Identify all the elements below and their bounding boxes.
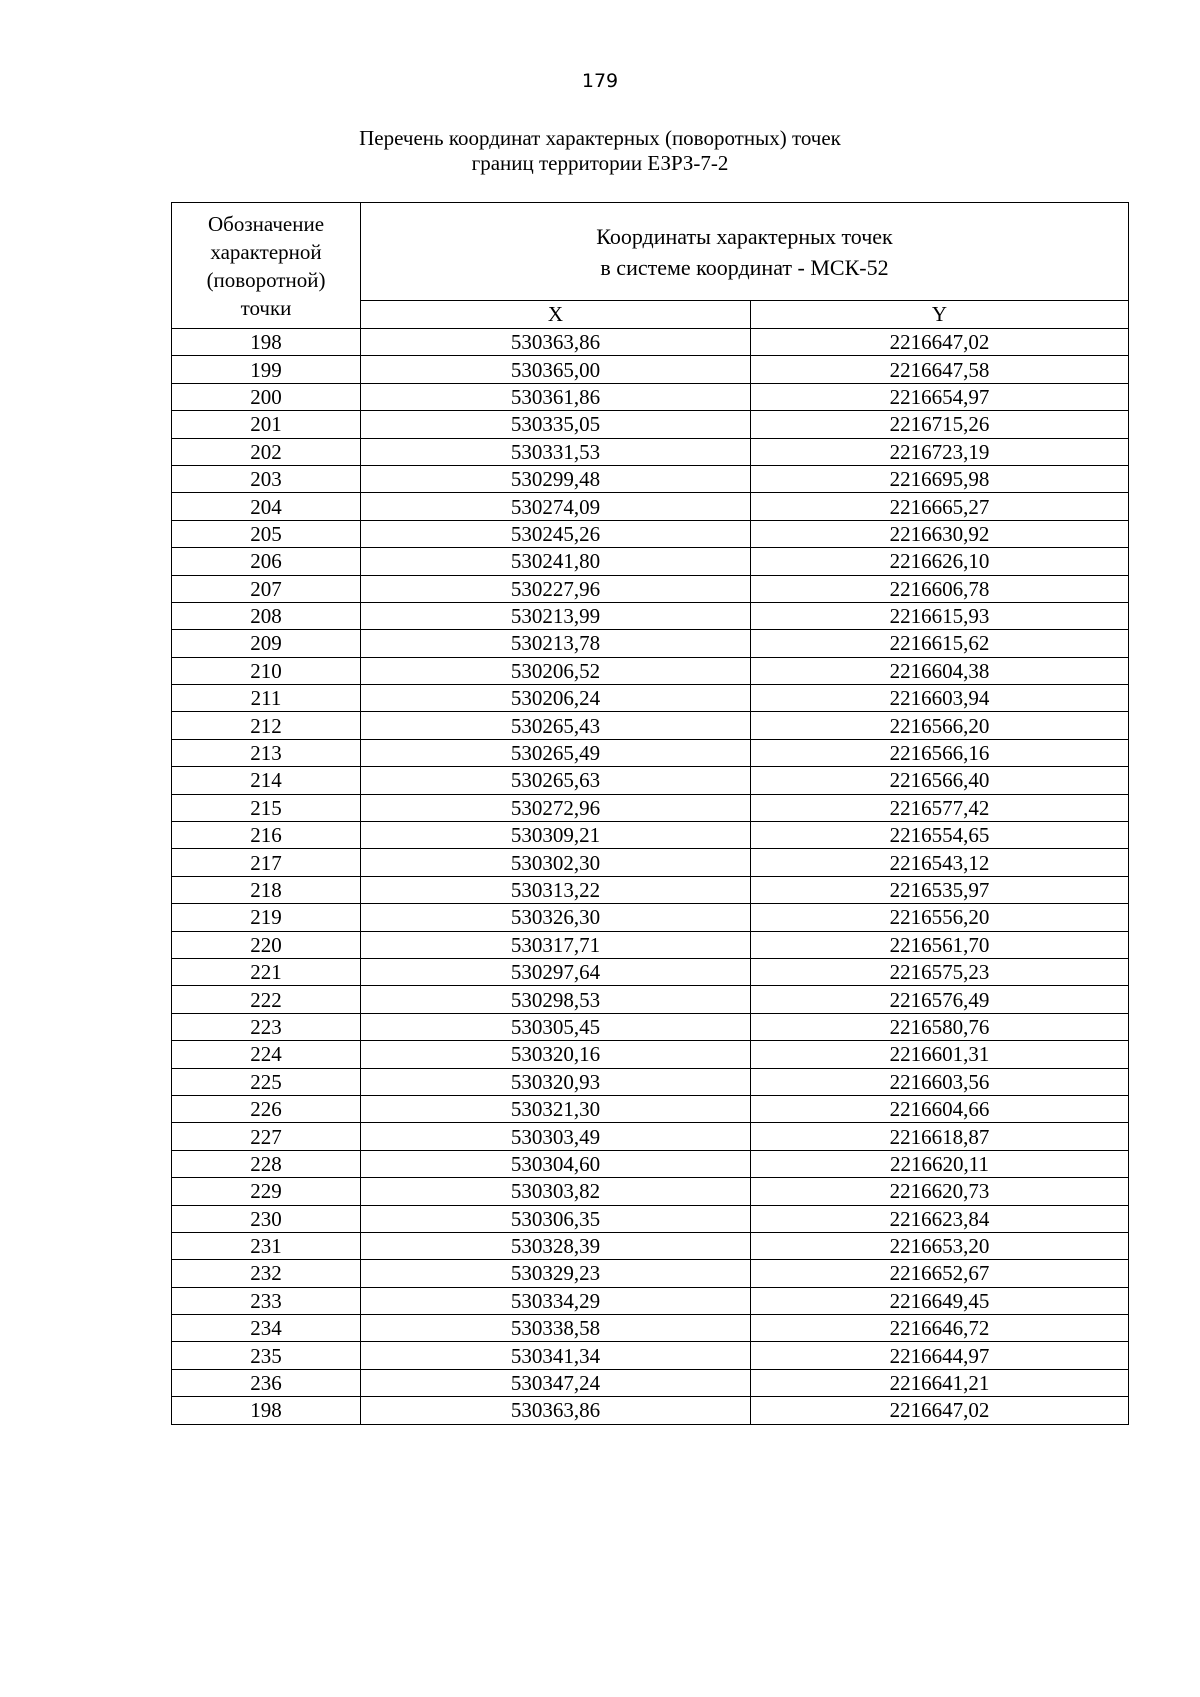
point-cell: 200: [172, 383, 361, 410]
table-row: [172, 986, 1129, 1013]
x-cell: 530309,21: [361, 822, 751, 849]
table-row: [172, 849, 1129, 876]
header-x: X: [361, 301, 751, 329]
y-cell: 2216535,97: [751, 876, 1129, 903]
y-cell: 2216630,92: [751, 520, 1129, 547]
table-row: [172, 822, 1129, 849]
document-title: [0, 126, 1200, 176]
point-cell: 213: [172, 739, 361, 766]
point-cell: 202: [172, 438, 361, 465]
point-cell: 226: [172, 1095, 361, 1122]
x-cell: 530317,71: [361, 931, 751, 958]
point-cell: 228: [172, 1150, 361, 1177]
y-cell: 2216603,94: [751, 685, 1129, 712]
table-row: [172, 1041, 1129, 1068]
y-cell: 2216626,10: [751, 548, 1129, 575]
table-row: [172, 1178, 1129, 1205]
y-cell: 2216554,65: [751, 822, 1129, 849]
table-row: [172, 1315, 1129, 1342]
point-cell: 203: [172, 465, 361, 492]
y-cell: 2216601,31: [751, 1041, 1129, 1068]
x-cell: 530320,93: [361, 1068, 751, 1095]
table-row: [172, 1342, 1129, 1369]
point-cell: 221: [172, 958, 361, 985]
table-row: [172, 767, 1129, 794]
table-row: [172, 712, 1129, 739]
title-line-2: границ территории ЕЗРЗ-7-2: [471, 151, 729, 175]
point-cell: 206: [172, 548, 361, 575]
x-cell: 530328,39: [361, 1232, 751, 1259]
point-cell: 207: [172, 575, 361, 602]
y-cell: 2216615,62: [751, 630, 1129, 657]
x-cell: 530245,26: [361, 520, 751, 547]
x-cell: 530338,58: [361, 1315, 751, 1342]
table-row: [172, 1205, 1129, 1232]
x-cell: 530313,22: [361, 876, 751, 903]
x-cell: 530213,78: [361, 630, 751, 657]
table-row: [172, 1232, 1129, 1259]
table-row: [172, 1287, 1129, 1314]
table-header: [172, 203, 1129, 329]
point-cell: 218: [172, 876, 361, 903]
y-cell: 2216652,67: [751, 1260, 1129, 1287]
point-cell: 212: [172, 712, 361, 739]
y-cell: 2216695,98: [751, 465, 1129, 492]
y-cell: 2216620,11: [751, 1150, 1129, 1177]
table-body: [172, 329, 1129, 1425]
y-cell: 2216566,20: [751, 712, 1129, 739]
x-cell: 530347,24: [361, 1369, 751, 1396]
table-row: [172, 931, 1129, 958]
x-cell: 530306,35: [361, 1205, 751, 1232]
x-cell: 530321,30: [361, 1095, 751, 1122]
header-coords-line-2: в системе координат - МСК-52: [600, 254, 889, 280]
table-row: [172, 1095, 1129, 1122]
y-cell: 2216620,73: [751, 1178, 1129, 1205]
point-cell: 216: [172, 822, 361, 849]
x-cell: 530363,86: [361, 329, 751, 356]
y-cell: 2216577,42: [751, 794, 1129, 821]
table-row: [172, 1123, 1129, 1150]
x-cell: 530335,05: [361, 411, 751, 438]
point-cell: 209: [172, 630, 361, 657]
table-row: [172, 1397, 1129, 1424]
x-cell: 530298,53: [361, 986, 751, 1013]
point-cell: 224: [172, 1041, 361, 1068]
y-cell: 2216556,20: [751, 904, 1129, 931]
y-cell: 2216615,93: [751, 602, 1129, 629]
header-point-line-2: характерной: [210, 239, 322, 264]
y-cell: 2216603,56: [751, 1068, 1129, 1095]
table-row: [172, 602, 1129, 629]
y-cell: 2216543,12: [751, 849, 1129, 876]
x-cell: 530265,63: [361, 767, 751, 794]
x-cell: 530297,64: [361, 958, 751, 985]
x-cell: 530265,43: [361, 712, 751, 739]
x-cell: 530302,30: [361, 849, 751, 876]
x-cell: 530326,30: [361, 904, 751, 931]
y-cell: 2216604,66: [751, 1095, 1129, 1122]
table-row: [172, 383, 1129, 410]
table-row: [172, 575, 1129, 602]
table-row: [172, 1150, 1129, 1177]
x-cell: 530304,60: [361, 1150, 751, 1177]
x-cell: 530206,24: [361, 685, 751, 712]
point-cell: 231: [172, 1232, 361, 1259]
y-cell: 2216646,72: [751, 1315, 1129, 1342]
x-cell: 530361,86: [361, 383, 751, 410]
table-row: [172, 685, 1129, 712]
point-cell: 230: [172, 1205, 361, 1232]
y-cell: 2216561,70: [751, 931, 1129, 958]
y-cell: 2216649,45: [751, 1287, 1129, 1314]
table-row: [172, 465, 1129, 492]
x-cell: 530334,29: [361, 1287, 751, 1314]
x-cell: 530213,99: [361, 602, 751, 629]
table-row: [172, 1068, 1129, 1095]
header-point-designation: [172, 203, 361, 329]
point-cell: 208: [172, 602, 361, 629]
y-cell: 2216566,40: [751, 767, 1129, 794]
point-cell: 229: [172, 1178, 361, 1205]
point-cell: 235: [172, 1342, 361, 1369]
y-cell: 2216576,49: [751, 986, 1129, 1013]
table-row: [172, 1013, 1129, 1040]
y-cell: 2216606,78: [751, 575, 1129, 602]
point-cell: 198: [172, 329, 361, 356]
y-cell: 2216580,76: [751, 1013, 1129, 1040]
y-cell: 2216665,27: [751, 493, 1129, 520]
x-cell: 530363,86: [361, 1397, 751, 1424]
table-row: [172, 329, 1129, 356]
y-cell: 2216654,97: [751, 383, 1129, 410]
point-cell: 198: [172, 1397, 361, 1424]
point-cell: 219: [172, 904, 361, 931]
table-row: [172, 739, 1129, 766]
y-cell: 2216647,02: [751, 1397, 1129, 1424]
y-cell: 2216723,19: [751, 438, 1129, 465]
point-cell: 222: [172, 986, 361, 1013]
y-cell: 2216647,02: [751, 329, 1129, 356]
x-cell: 530299,48: [361, 465, 751, 492]
table-row: [172, 438, 1129, 465]
title-line-1: Перечень координат характерных (поворотных) точек: [359, 126, 841, 150]
y-cell: 2216653,20: [751, 1232, 1129, 1259]
y-cell: 2216604,38: [751, 657, 1129, 684]
point-cell: 204: [172, 493, 361, 520]
point-cell: 227: [172, 1123, 361, 1150]
header-point-line-4: точки: [240, 295, 292, 320]
x-cell: 530265,49: [361, 739, 751, 766]
y-cell: 2216623,84: [751, 1205, 1129, 1232]
table-row: [172, 657, 1129, 684]
table-row: [172, 411, 1129, 438]
point-cell: 233: [172, 1287, 361, 1314]
point-cell: 220: [172, 931, 361, 958]
header-coords-line-1: Координаты характерных точек: [596, 223, 893, 249]
x-cell: 530365,00: [361, 356, 751, 383]
x-cell: 530241,80: [361, 548, 751, 575]
table-row: [172, 876, 1129, 903]
x-cell: 530303,49: [361, 1123, 751, 1150]
x-cell: 530331,53: [361, 438, 751, 465]
x-cell: 530303,82: [361, 1178, 751, 1205]
table-row: [172, 1260, 1129, 1287]
point-cell: 201: [172, 411, 361, 438]
page-number: 179: [581, 70, 619, 92]
header-point-line-3: (поворотной): [206, 267, 326, 292]
coordinates-table: [171, 202, 1129, 1425]
point-cell: 205: [172, 520, 361, 547]
table-row: [172, 958, 1129, 985]
table-row: [172, 548, 1129, 575]
y-cell: 2216641,21: [751, 1369, 1129, 1396]
y-cell: 2216618,87: [751, 1123, 1129, 1150]
table-row: [172, 630, 1129, 657]
y-cell: 2216575,23: [751, 958, 1129, 985]
header-coordinates: [361, 203, 1129, 301]
x-cell: 530320,16: [361, 1041, 751, 1068]
point-cell: 223: [172, 1013, 361, 1040]
y-cell: 2216566,16: [751, 739, 1129, 766]
table-row: [172, 794, 1129, 821]
table-row: [172, 520, 1129, 547]
table-row: [172, 1369, 1129, 1396]
point-cell: 211: [172, 685, 361, 712]
y-cell: 2216715,26: [751, 411, 1129, 438]
point-cell: 225: [172, 1068, 361, 1095]
table-row: [172, 493, 1129, 520]
point-cell: 214: [172, 767, 361, 794]
x-cell: 530305,45: [361, 1013, 751, 1040]
header-y: Y: [751, 301, 1129, 329]
point-cell: 215: [172, 794, 361, 821]
x-cell: 530329,23: [361, 1260, 751, 1287]
x-cell: 530272,96: [361, 794, 751, 821]
x-cell: 530341,34: [361, 1342, 751, 1369]
x-cell: 530274,09: [361, 493, 751, 520]
table-row: [172, 356, 1129, 383]
table-row: [172, 904, 1129, 931]
point-cell: 234: [172, 1315, 361, 1342]
point-cell: 199: [172, 356, 361, 383]
y-cell: 2216644,97: [751, 1342, 1129, 1369]
x-cell: 530227,96: [361, 575, 751, 602]
x-cell: 530206,52: [361, 657, 751, 684]
point-cell: 217: [172, 849, 361, 876]
point-cell: 210: [172, 657, 361, 684]
point-cell: 236: [172, 1369, 361, 1396]
y-cell: 2216647,58: [751, 356, 1129, 383]
header-point-line-1: Обозначение: [207, 211, 325, 236]
point-cell: 232: [172, 1260, 361, 1287]
